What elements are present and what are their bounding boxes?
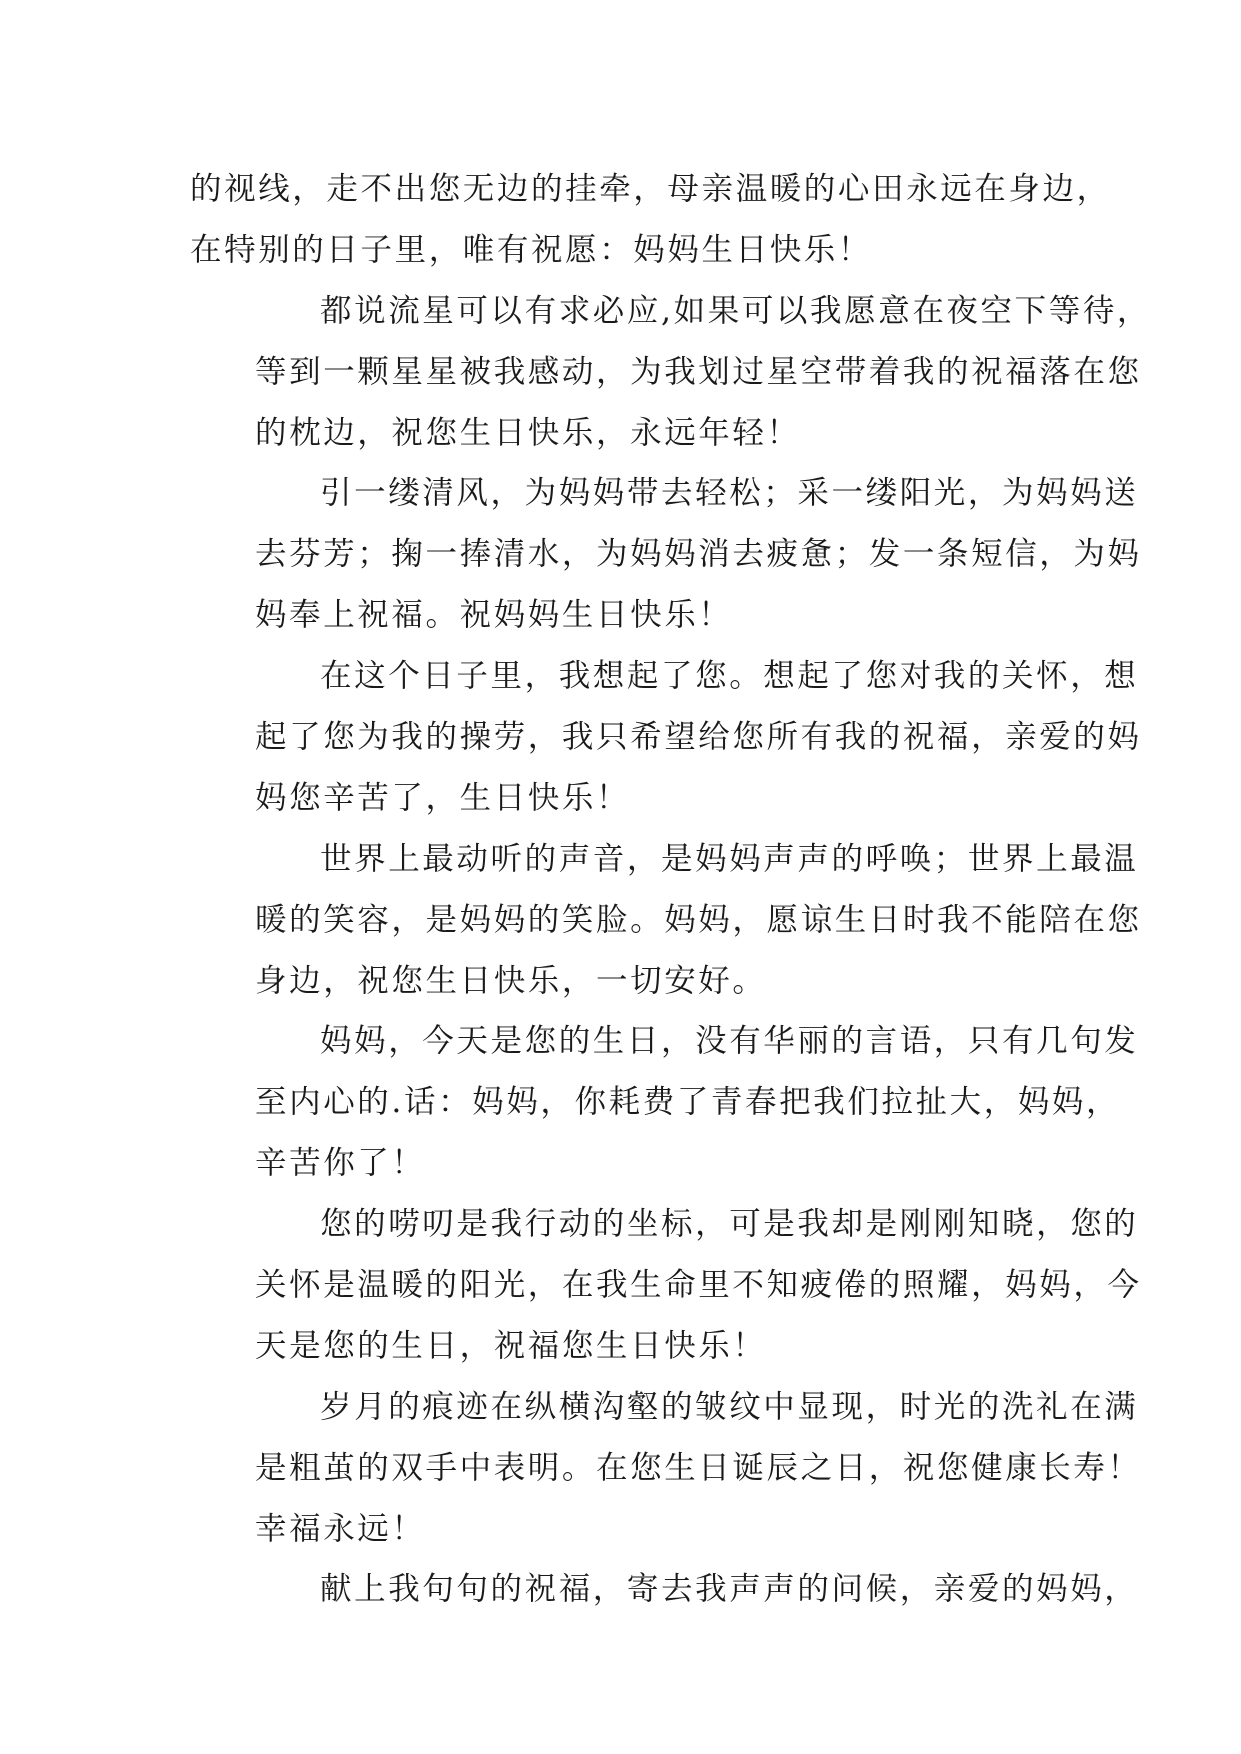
text-line: 暖的笑容，是妈妈的笑脸。妈妈，愿谅生日时我不能陪在您 bbox=[255, 901, 1142, 938]
text-line: 献上我句句的祝福，寄去我声声的问候，亲爱的妈妈， bbox=[320, 1571, 1139, 1608]
text-line: 世界上最动听的声音，是妈妈声声的呼唤；世界上最温 bbox=[320, 840, 1139, 877]
text-line: 引一缕清风，为妈妈带去轻松；采一缕阳光，为妈妈送 bbox=[320, 475, 1139, 512]
text-line: 在这个日子里，我想起了您。想起了您对我的关怀，想 bbox=[320, 658, 1139, 695]
paragraph bbox=[190, 1194, 1142, 1377]
paragraph bbox=[190, 159, 1111, 281]
text-line: 岁月的痕迹在纵横沟壑的皱纹中显现，时光的洗礼在满 bbox=[320, 1388, 1139, 1425]
paragraph bbox=[190, 463, 1142, 646]
text-line: 至内心的.话：妈妈，你耗费了青春把我们拉扯大，妈妈， bbox=[255, 1084, 1121, 1121]
text-line: 在特别的日子里，唯有祝愿：妈妈生日快乐！ bbox=[190, 231, 873, 268]
text-line: 幸福永远！ bbox=[255, 1510, 426, 1547]
paragraph bbox=[190, 1559, 1139, 1620]
text-line: 起了您为我的操劳，我只希望给您所有我的祝福，亲爱的妈 bbox=[255, 719, 1142, 756]
text-line: 去芬芳；掬一捧清水，为妈妈消去疲惫；发一条短信，为妈 bbox=[255, 536, 1142, 573]
text-line: 等到一颗星星被我感动，为我划过星空带着我的祝福落在您 bbox=[255, 353, 1142, 390]
text-line: 是粗茧的双手中表明。在您生日诞辰之日，祝您健康长寿！ bbox=[255, 1449, 1142, 1486]
paragraph bbox=[190, 281, 1152, 464]
text-line: 妈您辛苦了，生日快乐！ bbox=[255, 779, 631, 816]
text-line: 的视线，走不出您无边的挂牵，母亲温暖的心田永远在身边， bbox=[190, 171, 1111, 207]
text-line: 关怀是温暖的阳光，在我生命里不知疲倦的照耀，妈妈，今 bbox=[255, 1267, 1142, 1304]
text-line: 妈妈，今天是您的生日，没有华丽的言语，只有几句发 bbox=[320, 1023, 1139, 1060]
text-line: 天是您的生日，祝福您生日快乐！ bbox=[255, 1327, 767, 1364]
text-line: 您的唠叨是我行动的坐标，可是我却是刚刚知晓，您的 bbox=[320, 1206, 1139, 1243]
paragraph bbox=[190, 1377, 1142, 1560]
text-line: 辛苦你了！ bbox=[255, 1145, 426, 1182]
paragraph bbox=[190, 646, 1142, 829]
document-body bbox=[190, 159, 1152, 1620]
paragraph bbox=[190, 1011, 1139, 1194]
text-line: 妈奉上祝福。祝妈妈生日快乐！ bbox=[255, 597, 733, 634]
text-line: 都说流星可以有求必应,如果可以我愿意在夜空下等待， bbox=[320, 292, 1152, 329]
paragraph bbox=[190, 829, 1142, 1012]
text-line: 的枕边，祝您生日快乐，永远年轻！ bbox=[255, 414, 801, 451]
text-line: 身边，祝您生日快乐，一切安好。 bbox=[255, 962, 767, 999]
